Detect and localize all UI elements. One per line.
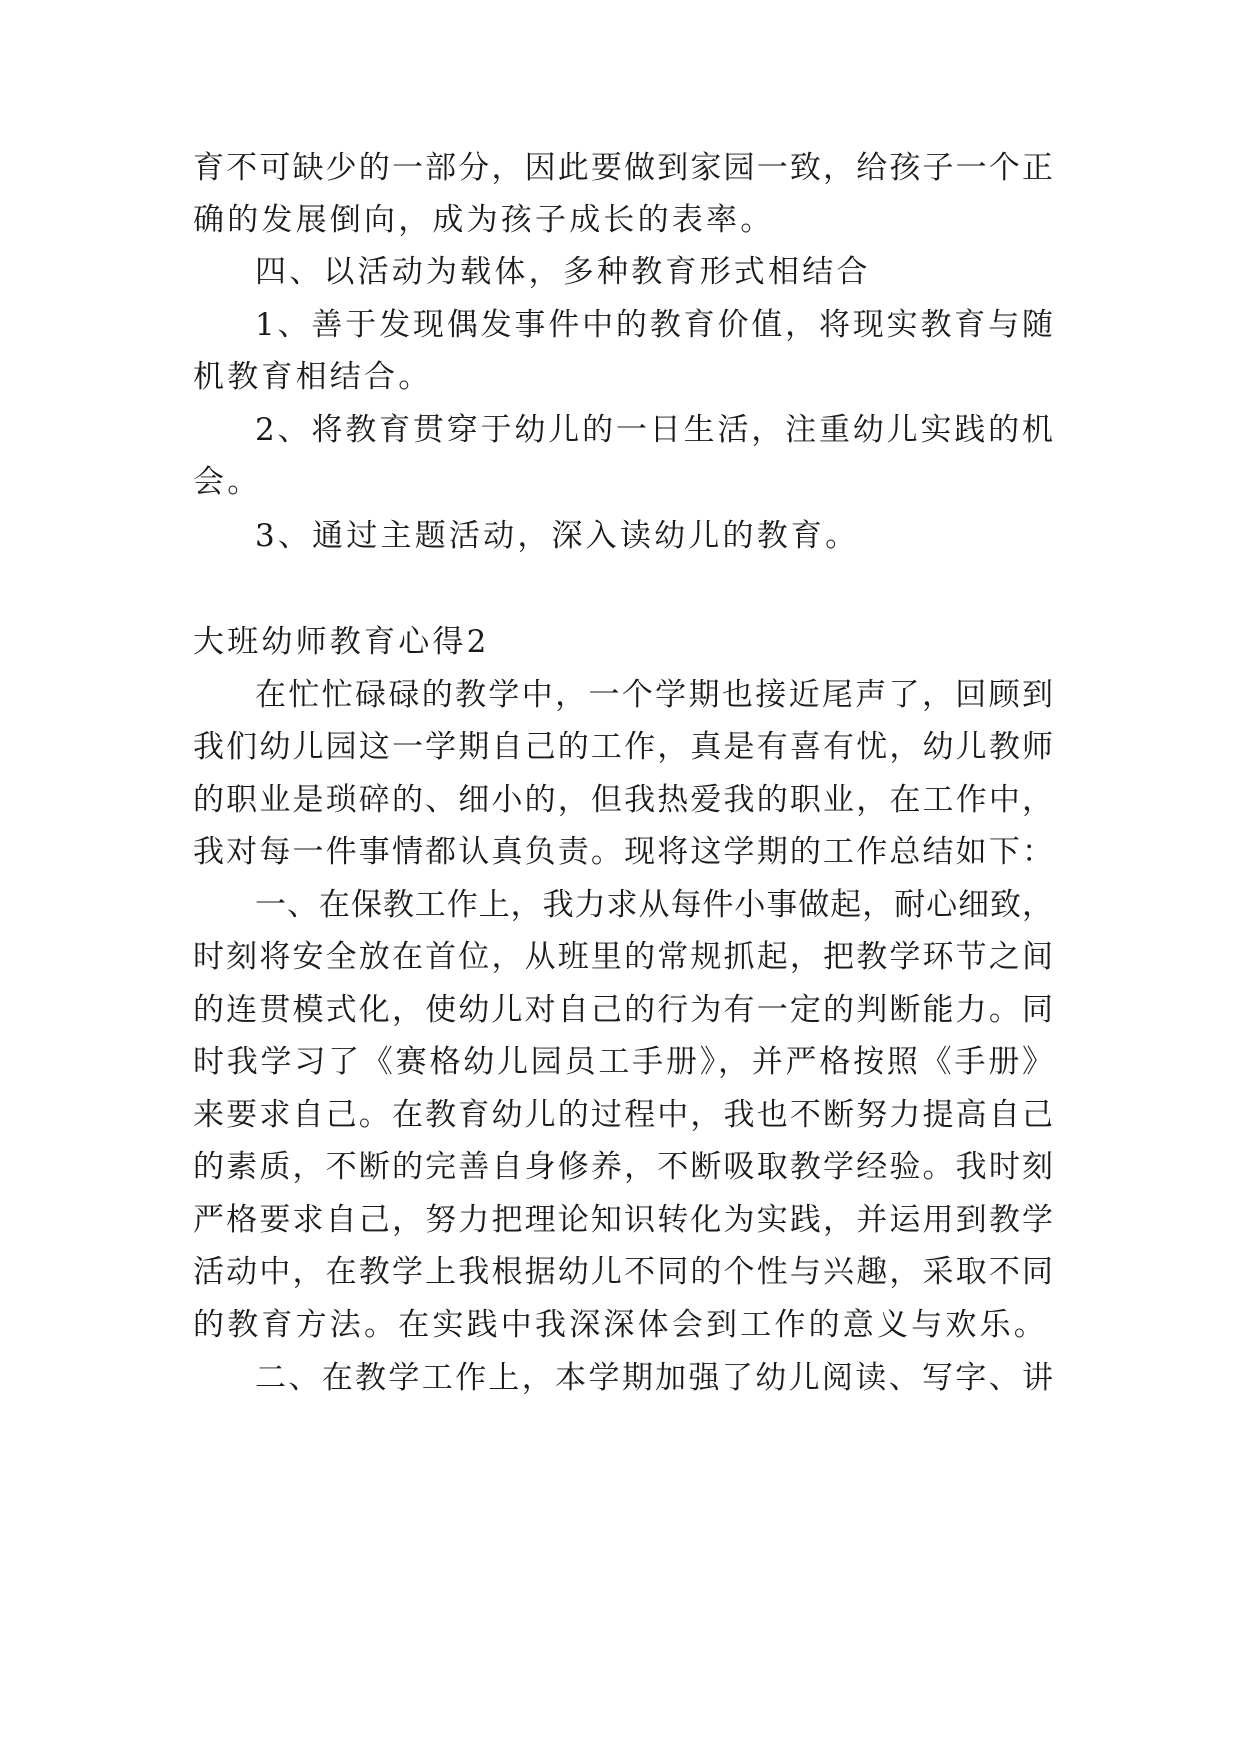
- paragraph-line: 严格要求自己，努力把理论知识转化为实践，并运用到教学: [193, 1202, 1053, 1238]
- paragraph-line: 的教育方法。在实践中我深深体会到工作的意义与欢乐。: [193, 1307, 1048, 1343]
- paragraph-line: 的素质，不断的完善自身修养，不断吸取教学经验。我时刻: [193, 1149, 1053, 1185]
- paragraph-line: 的连贯模式化，使幼儿对自己的行为有一定的判断能力。同: [193, 992, 1053, 1028]
- list-item: 1、善于发现偶发事件中的教育价值，将现实教育与随: [255, 307, 1053, 343]
- paragraph-line: 我对每一件事情都认真负责。现将这学期的工作总结如下：: [193, 834, 1053, 870]
- paragraph-line: 一、在保教工作上，我力求从每件小事做起，耐心细致，: [255, 887, 1053, 923]
- paragraph-line: 时我学习了《赛格幼儿园员工手册》，并严格按照《手册》: [193, 1044, 1053, 1080]
- list-item: 2、将教育贯穿于幼儿的一日生活，注重幼儿实践的机: [255, 412, 1053, 448]
- list-item: 会。: [193, 464, 262, 500]
- paragraph-line: 我们幼儿园这一学期自己的工作，真是有喜有忧，幼儿教师: [193, 729, 1053, 765]
- list-item: 3、通过主题活动，深入读幼儿的教育。: [255, 518, 860, 554]
- paragraph-line: 确的发展倒向，成为孩子成长的表率。: [193, 202, 775, 238]
- paragraph-line: 育不可缺少的一部分，因此要做到家园一致，给孩子一个正: [193, 150, 1053, 186]
- section-heading: 四、以活动为载体，多种教育形式相结合: [255, 254, 871, 290]
- paragraph-line: 活动中，在教学上我根据幼儿不同的个性与兴趣，采取不同: [193, 1254, 1053, 1290]
- paragraph-line: 来要求自己。在教育幼儿的过程中，我也不断努力提高自己: [193, 1097, 1053, 1133]
- paragraph-line: 在忙忙碌碌的教学中，一个学期也接近尾声了，回顾到: [255, 677, 1053, 713]
- document-title: 大班幼师教育心得2: [193, 624, 490, 660]
- list-item: 机教育相结合。: [193, 359, 433, 395]
- paragraph-line: 时刻将安全放在首位，从班里的常规抓起，把教学环节之间: [193, 939, 1053, 975]
- paragraph-line: 的职业是琐碎的、细小的，但我热爱我的职业，在工作中，: [193, 782, 1053, 818]
- paragraph-line: 二、在教学工作上，本学期加强了幼儿阅读、写字、讲: [255, 1360, 1053, 1396]
